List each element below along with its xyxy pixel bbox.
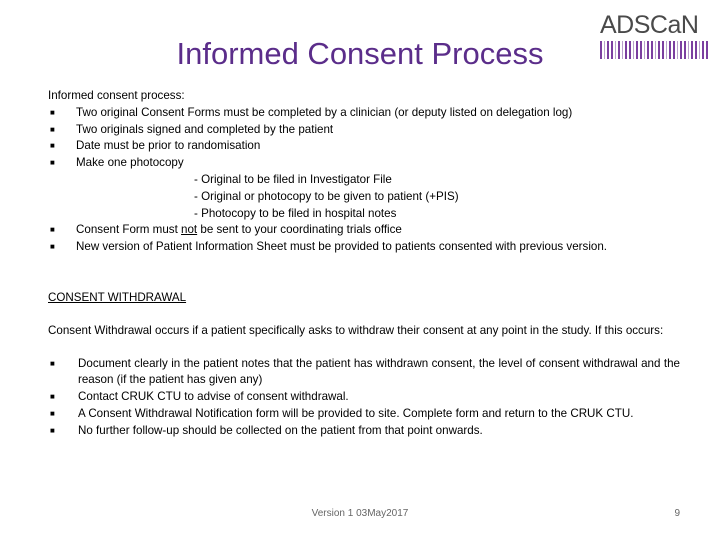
list-item: ■ Consent Form must not be sent to your coordinating trials office <box>48 222 680 239</box>
bullet-square-icon: ■ <box>50 107 55 117</box>
withdrawal-heading: CONSENT WITHDRAWAL <box>48 290 187 304</box>
bullet-square-icon: ■ <box>50 408 55 418</box>
list-item: ■ No further follow-up should be collected on the patient from that point onwards. <box>48 423 680 440</box>
bullet-square-icon: ■ <box>50 158 55 168</box>
page-title: Informed Consent Process <box>176 36 544 71</box>
list-item: ■ Contact CRUK CTU to advise of consent withdrawal. <box>48 389 680 406</box>
list-item: ■ A Consent Withdrawal Notification form will be provided to site. Complete form and return to the CRUK CTU. <box>48 406 680 423</box>
version-label: Version 1 03May2017 <box>311 508 409 519</box>
list-item: ■ Two original Consent Forms must be completed by a clinician (or deputy listed on delegation log) <box>48 105 680 122</box>
list-item: ■ New version of Patient Information Sheet must be provided to patients consented with previous version. <box>48 239 680 256</box>
bullet-square-icon: ■ <box>50 242 55 252</box>
slide-body <box>48 88 680 440</box>
list-item: ■ Date must be prior to randomisation <box>48 138 680 155</box>
sub-item: - Photocopy to be filed in hospital notes <box>194 206 397 220</box>
sub-item: - Original or photocopy to be given to patient (+PIS) <box>194 189 459 203</box>
logo-text: ADSCaN <box>600 11 699 39</box>
bullet-square-icon: ■ <box>50 392 55 402</box>
adscan-logo <box>600 12 710 59</box>
sub-item: - Original to be filed in Investigator File <box>194 172 392 186</box>
list-item: ■ Document clearly in the patient notes that the patient has withdrawn consent, the level of consent withdrawal and the reason (if the patient has given any) <box>50 356 680 387</box>
emphasis-not: not <box>181 223 198 237</box>
page-number: 9 <box>674 508 680 519</box>
process-heading: Informed consent process: <box>48 89 185 102</box>
bullet-square-icon: ■ <box>50 124 55 134</box>
logo-barcode-graphic <box>600 41 710 59</box>
bullet-square-icon: ■ <box>50 225 55 235</box>
withdrawal-intro: Consent Withdrawal occurs if a patient specifically asks to withdraw their consent at any point in the study. If this occurs: <box>48 323 664 337</box>
bullet-square-icon: ■ <box>50 141 55 151</box>
list-item: ■ Two originals signed and completed by the patient <box>48 122 680 139</box>
bullet-square-icon: ■ <box>50 358 55 368</box>
bullet-square-icon: ■ <box>50 425 55 435</box>
list-item: ■ Make one photocopy <box>48 155 680 172</box>
